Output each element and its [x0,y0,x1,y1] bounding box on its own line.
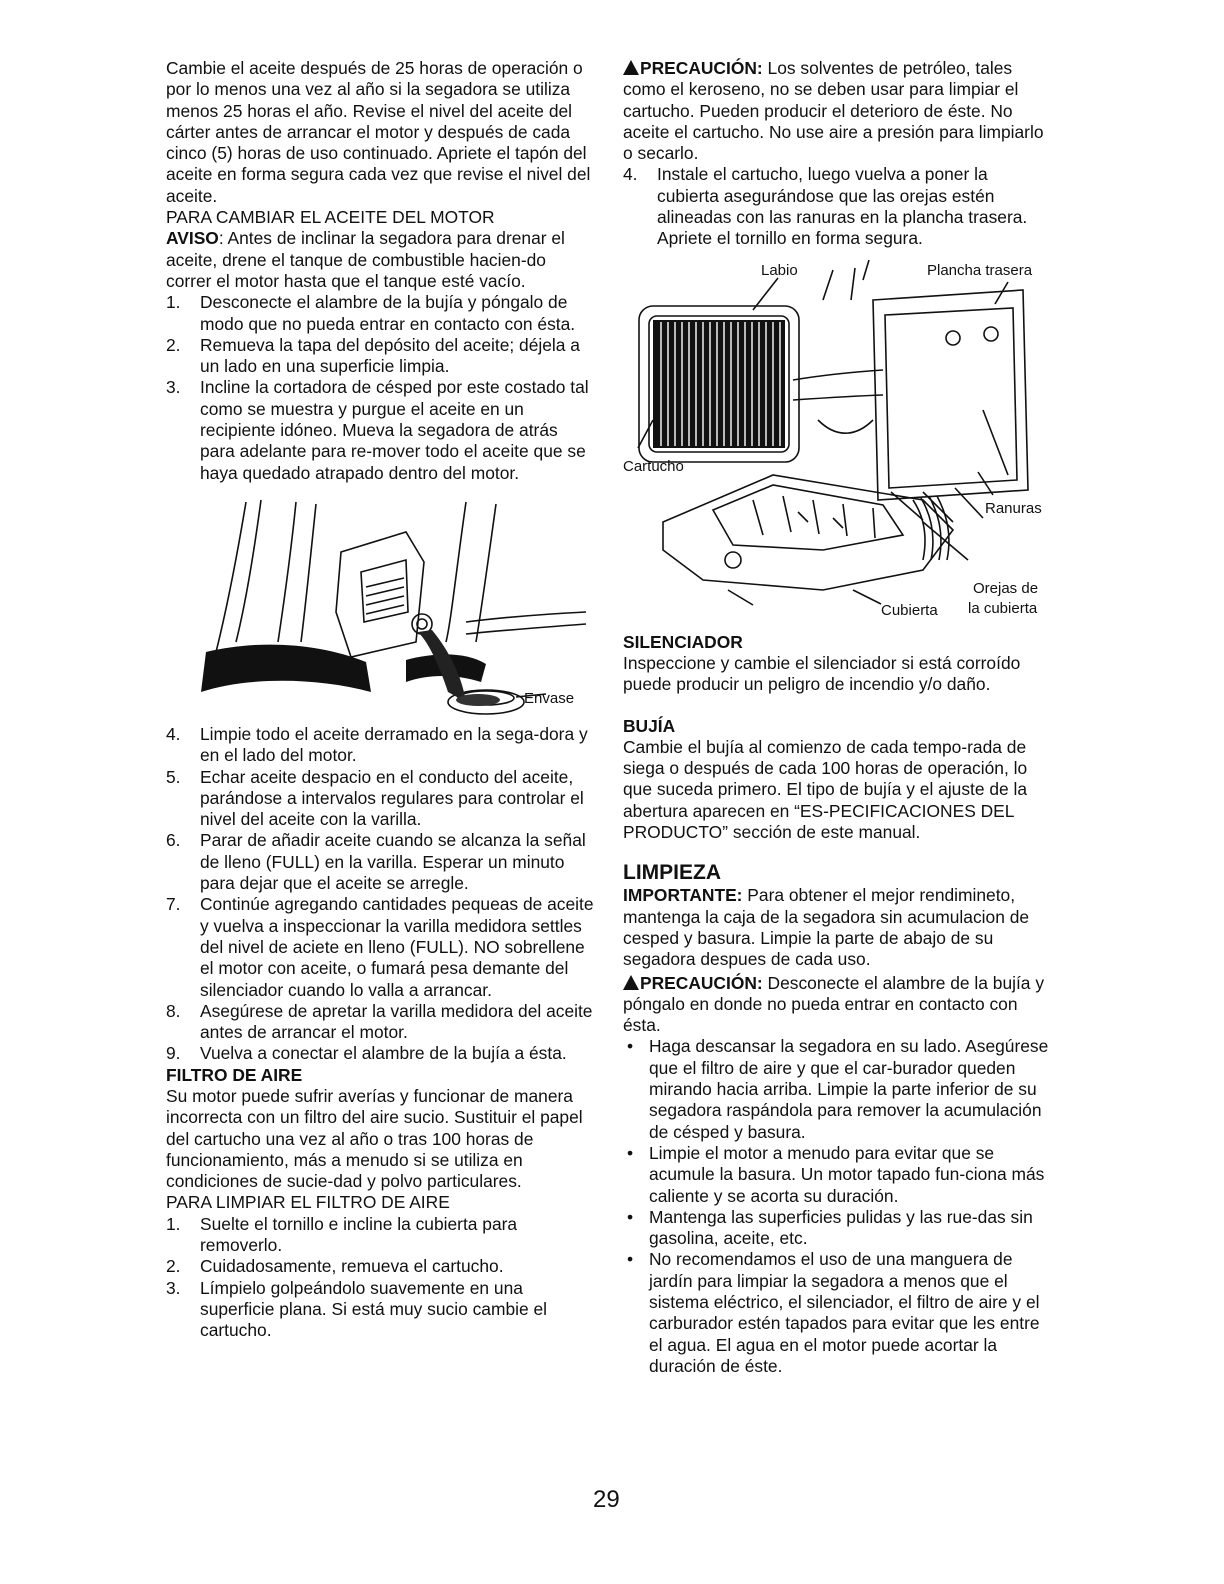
aviso-note [166,228,594,292]
important-label: IMPORTANTE: [623,885,743,906]
left-column [166,58,594,1342]
oil-drain-illustration [166,492,594,720]
page-number: 29 [593,1486,620,1513]
caution-label: PRECAUCIÓN: [640,972,763,993]
list-item: 2. Cuidadosamente, remueva el cartucho. [166,1256,504,1277]
list-item: 2. Remueva la tapa del depósito del aceite; déjela a un lado en una superficie limpia. [166,334,580,377]
figure-label-orejas-1: Orejas de [973,579,1039,597]
muffler-text: Inspeccione y cambie el silenciador si está corroído puede producir un peligro de incendio y/o daño. [623,652,1021,695]
figure-label-labio: Labio [761,261,798,279]
change-oil-heading: PARA CAMBIAR EL ACEITE DEL MOTOR [166,207,495,228]
filter-steps-list [166,1214,594,1342]
warning-icon [623,60,639,75]
figure-label-plancha-trasera: Plancha trasera [927,261,1033,279]
list-item: 6. Parar de añadir aceite cuando se alcanza la señal de lleno (FULL) en la varilla. Esperar un minuto para dejar que el aceite se arregle. [166,830,586,894]
air-filter-illustration [623,260,1053,632]
cleaning-heading: LIMPIEZA [623,861,721,885]
list-item: 4. Limpie todo el aceite derramado en la sega-dora y en el lado del motor. [166,723,588,766]
oil-change-intro: Cambie el aceite después de 25 horas de operación o por lo menos una vez al año si la segadora se utiliza menos 25 horas el año. Revise el nivel del aceite del cárter antes de arrancar el motor y después de cada cinco (5) horas de uso continuado. Apriete el tapón del aceite en forma segura cada vez que revise el nivel del aceite. [166,58,591,206]
list-item: 4. Instale el cartucho, luego vuelva a poner la cubierta asegurándose que las orejas estén alineadas con las ranuras en la plancha trasera. Apriete el tornillo en forma segura. [623,164,1028,249]
cleaning-bullets [623,1036,1053,1377]
list-item: 3. Incline la cortadora de césped por este costado tal como se muestra y purgue el aceite en un recipiente idóneo. Mueva la segadora de atrás para adelante para re-mover todo el aceite que se haya quedado atrapado dentro del motor. [166,377,589,483]
spark-plug-text: Cambie el bujía al comienzo de cada tempo-rada de siega o después de cada 100 horas de operación, lo que suceda primero. El tipo de bujía y el ajuste de la abertura aparecen en “ES-PECIFICACIONES DEL PRODUCTO” sección de este manual. [623,736,1028,843]
list-item: 9. Vuelva a conectar el alambre de la bujía a ésta. [166,1043,567,1064]
list-item: 1. Desconecte el alambre de la bujía y póngalo de modo que no pueda entrar en contacto con ésta. [166,292,576,334]
air-filter-text: Su motor puede sufrir averías y funcionar de manera incorrecta con un filtro del aire sucio. Sustituir el papel del cartucho una vez al año o tras 100 horas de funcionamiento, más a menudo si se utiliza en condiciones de sucie-dad y polvo particulares. [166,1085,583,1192]
list-item: • Haga descansar la segadora en su lado. Asegúrese que el filtro de aire y que el car-burador queden mirando hacia arriba. Limpie la parte inferior de su segadora raspándola para remover la acumulación de césped y basura. [627,1036,1049,1142]
spark-plug-heading: BUJÍA [623,715,676,736]
figure-label-cartucho: Cartucho [623,457,684,475]
list-item: 1. Suelte el tornillo e incline la cubierta para removerlo. [166,1213,518,1256]
caution-disconnect: PRECAUCIÓN: Desconecte el alambre de la bujía y póngalo en donde no pueda entrar en contacto con ésta. [623,972,1045,1036]
figure-label-orejas-2: la cubierta [968,599,1038,617]
list-item: 5. Echar aceite despacio en el conducto del aceite, parándose a intervalos regulares para controlar el nivel del aceite con la varilla. [166,766,584,830]
oil-drain-figure [166,492,594,720]
air-filter-heading: FILTRO DE AIRE [166,1064,303,1085]
warning-icon [623,975,639,990]
figure-label-envase: Envase [524,689,575,707]
figure-label-cubierta: Cubierta [881,601,938,619]
list-item: 8. Asegúrese de apretar la varilla medidora del aceite antes de arrancar el motor. [166,1000,593,1043]
list-item: 3. Límpielo golpeándolo suavemente en una superficie plana. Si está muy sucio cambie el cartucho. [166,1277,548,1341]
right-column [623,58,1053,1377]
oil-steps-list-a [166,292,594,484]
list-item: • Limpie el motor a menudo para evitar que se acumule la basura. Un motor tapado fun-ciona más caliente y se acorta su duración. [627,1142,1045,1206]
list-item: 7. Continúe agregando cantidades pequeas de aceite y vuelva a inspeccionar la varilla medidora settles del nivel de aciete en lleno (FULL). NO sobrellene el motor con aceite, o fumará pesa demante del silenciador cuando lo valla a arrancar. [166,894,594,1000]
important-note: IMPORTANTE: Para obtener el mejor rendimineto, mantenga la caja de la segadora sin acumulacion de cesped y basura. Limpie la parte de abajo de su segadora despues de cada uso. [623,885,1030,970]
clean-filter-heading: PARA LIMPIAR EL FILTRO DE AIRE [166,1192,450,1213]
caution-solvents: PRECAUCIÓN: Los solventes de petróleo, tales como el keroseno, no se deben usar para limpiar el cartucho. Pueden producir el deterioro de éste. No aceite el cartucho. No use aire a presión para limpiarlo o secarlo. [623,58,1044,164]
aviso-label: AVISO [166,228,219,249]
list-item: • No recomendamos el uso de una manguera de jardín para limpiar la segadora a menos que el sistema eléctrico, el silenciador, el filtro de aire y el carburador estén tapados para evitar que les entre el agua. El agua en el motor puede acortar la duración de éste. [627,1249,1040,1376]
aviso-text: : Antes de inclinar la segadora para drenar el aceite, drene el tanque de combustible hacien-do correr el motor hasta que el tanque esté vacío. [166,228,565,291]
oil-steps-list-b [166,724,594,1065]
air-filter-figure [623,260,1053,632]
caution-label: PRECAUCIÓN: [640,58,763,78]
filter-steps-list-cont [623,164,1053,249]
list-item: • Mantenga las superficies pulidas y las rue-das sin gasolina, aceite, etc. [627,1206,1033,1249]
figure-label-ranuras: Ranuras [985,499,1042,517]
muffler-heading: SILENCIADOR [623,631,743,652]
